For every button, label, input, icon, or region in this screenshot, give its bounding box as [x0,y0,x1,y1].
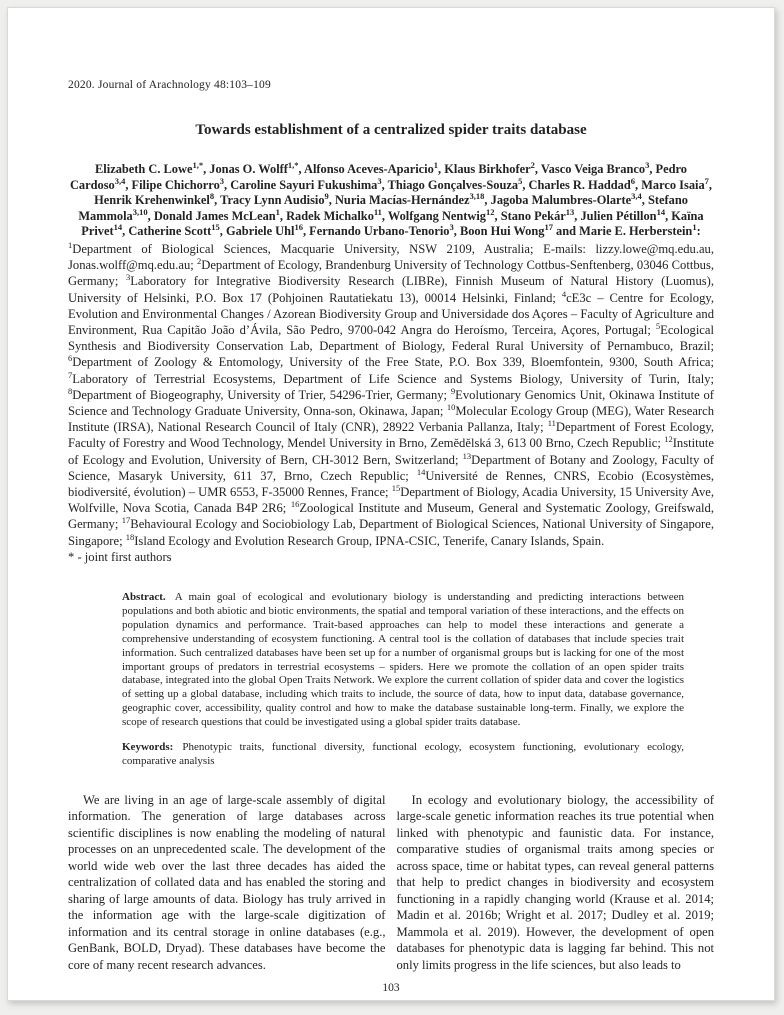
author-list: Elizabeth C. Lowe$^{1,*}$, Jonas O. Wolff$^{1,*}$, Alfonso Aceves-Aparicio$^1$, Klaus Birkhofer$^2$, Vasco Veiga Branco$^3$, Pedro Cardoso$^{3,4}$, Filipe Chichorro$^3$, Caroline Sayuri Fukushima$^3$, Thiago Gonçalves-Souza$^5$, Charles R. Haddad$^6$, Marco Isaia$^7$, Henrik Krehenwinkel$^8$, Tracy Lynn Audisio$^9$, Nuria Macías-Hernández$^{3,18}$, Jagoba Malumbres-Olarte$^{3,4}$, Stefano Mammola$^{3,10}$, Donald James McLean$^1$, Radek Michalko$^{11}$, Wolfgang Nentwig$^{12}$, Stano Pekár$^{13}$, Julien Pétillon$^{14}$, Kaïna Privet$^{14}$, Catherine Scott$^{15}$, Gabriele Uhl$^{16}$, Fernando Urbano-Tenorio$^3$, Boon Hui Wong$^{17}$ and Marie E. Herberstein$^1$: [69,159,713,239]
right-column-paragraph: In ecology and evolutionary biology, the accessibility of large-scale genetic information reaches its true potential when linked with phenotypic and faunistic data. For instance, comparative studies of organismal traits among species or across space, time or habitat types, can reveal general patterns that help to predict changes in biodiversity and ecosystem functioning in a rapidly changing world (Krause et al. 2014; Madin et al. 2016b; Wright et al. 2017; Dudley et al. 2019; Mammola et al. 2019). However, the development of open databases for phenotypic data is lagging far behind. This not only limits progress in the life sciences, but also leads to [396,792,714,972]
left-column [68,792,386,974]
keywords-text: Phenotypic traits, functional diversity, functional ecology, ecosystem functioning, evolutionary ecology, comparative analysis [122,741,684,767]
abstract-text: A main goal of ecological and evolutionary biology is understanding and predicting interactions between populations and both abiotic and biotic environments, the spatial and temporal variation of these interactions, and the effects on population dynamics and performance. Trait-based approaches can help to model these interactions and generate a comprehensive understanding of ecosystem functioning. A central tool is the collation of databases that include species trait information. Such centralized databases have been set up for a number of organismal groups but is lacking for one of the most important groups of predators in terrestrial ecosystems – spiders. Here we promote the collation of an open spider traits database, integrated into the global Open Traits Network. We explore the current collation of spider data and cover the logistics of setting up a global database, including which traits to include, the source of data, how to input data, database governance, geographic cover, accessibility, quality control and how to make the database sustainable long-term. Finally, we explore the scope of research questions that could be investigated using a global spider traits database. [122,591,684,729]
affiliation-list: $^1$Department of Biological Sciences, Macquarie University, NSW 2109, Australia; E-mails: lizzy.lowe@mq.edu.au, Jonas.wolff@mq.edu.au; $^2$Department of Ecology, Brandenburg University of Technology Cottbus-Senftenberg, 03046 Cottbus, Germany; $^3$Laboratory for Integrative Biodiversity Research (LIBRe), Finnish Museum of Natural History (Luomus), University of Helsinki, P.O. Box 17 (Pohjoinen Rautatiekatu 13), 00014 Helsinki, Finland; $^4$cE3c – Centre for Ecology, Evolution and Environmental Changes / Azorean Biodiversity Group and Universidade dos Açores – Faculty of Agriculture and Environment, Rua Capitão João d’Ávila, São Pedro, 9700-042 Angra do Heroísmo, Terceira, Açores, Portugal; $^5$Ecological Synthesis and Biodiversity Conservation Lab, Department of Biology, Federal Rural University of Pernambuco, Brazil; $^6$Department of Zoology & Entomology, University of the Free State, P.O. Box 339, Bloemfontein, 9300, South Africa; $^7$Laboratory of Terrestrial Ecosystems, Department of Life Science and Systems Biology, University of Turin, Italy; $^8$Department of Biogeography, University of Trier, 54296-Trier, Germany; $^9$Evolutionary Genomics Unit, Okinawa Institute of Science and Technology Graduate University, Onna-son, Okinawa, Japan; $^{10}$Molecular Ecology Group (MEG), Water Research Institute (IRSA), National Research Council of Italy (CNR), 28922 Verbania Pallanza, Italy; $^{11}$Department of Forest Ecology, Faculty of Forestry and Wood Technology, Mendel University in Brno, Zemědělská 3, 613 00 Brno, Czech Republic; $^{12}$Institute of Ecology and Evolution, University of Bern, CH-3012 Bern, Switzerland; $^{13}$Department of Botany and Zoology, Faculty of Science, Masaryk University, 611 37, Brno, Czech Republic; $^{14}$Université de Rennes, CNRS, Ecobio (Ecosystèmes, biodiversité, évolution) – UMR 6553, F-35000 Rennes, France; $^{15}$Department of Biology, Acadia University, 15 University Ave, Wolfville, Nova Scotia, Canada B4P 2R6; $^{16}$Zoological Institute and Museum, General and Systematic Zoology, Greifswald, Germany; $^{17}$Behavioural Ecology and Sociobiology Lab, Department of Biological Sciences, National University of Singapore, Singapore; $^{18}$Island Ecology and Evolution Research Group, IPNA-CSIC, Tenerife, Canary Islands, Spain. [68,239,715,548]
two-column-body [68,792,714,974]
joint-authors-footnote: * - joint first authors [68,549,172,564]
right-column [397,792,715,974]
page-content [8,79,774,994]
paper-page [7,7,775,1001]
abstract [122,591,684,730]
journal-citation: 2020. Journal of Arachnology 48:103–109 [68,79,271,91]
abstract-label: Abstract. [122,591,166,604]
paper-title: Towards establishment of a centralized spider traits database [195,122,587,138]
keywords-label: Keywords: [122,741,174,754]
keywords [122,741,684,769]
page-number: 103 [382,982,400,995]
left-column-paragraph: We are living in an age of large-scale assembly of digital information. The generation of large databases across scientific disciplines is now enabling the modeling of natural processes on an unprecedented scale. The development of the world wide web over the last three decades has aided the centralization of collated data and has enabled the storing and sharing of large amounts of data. Biology has truly arrived in the information age with the large-scale digitization of information and its central storage in online databases (e.g., GenBank, BOLD, Dryad). These databases have become the core of many recent research advances. [68,792,386,972]
